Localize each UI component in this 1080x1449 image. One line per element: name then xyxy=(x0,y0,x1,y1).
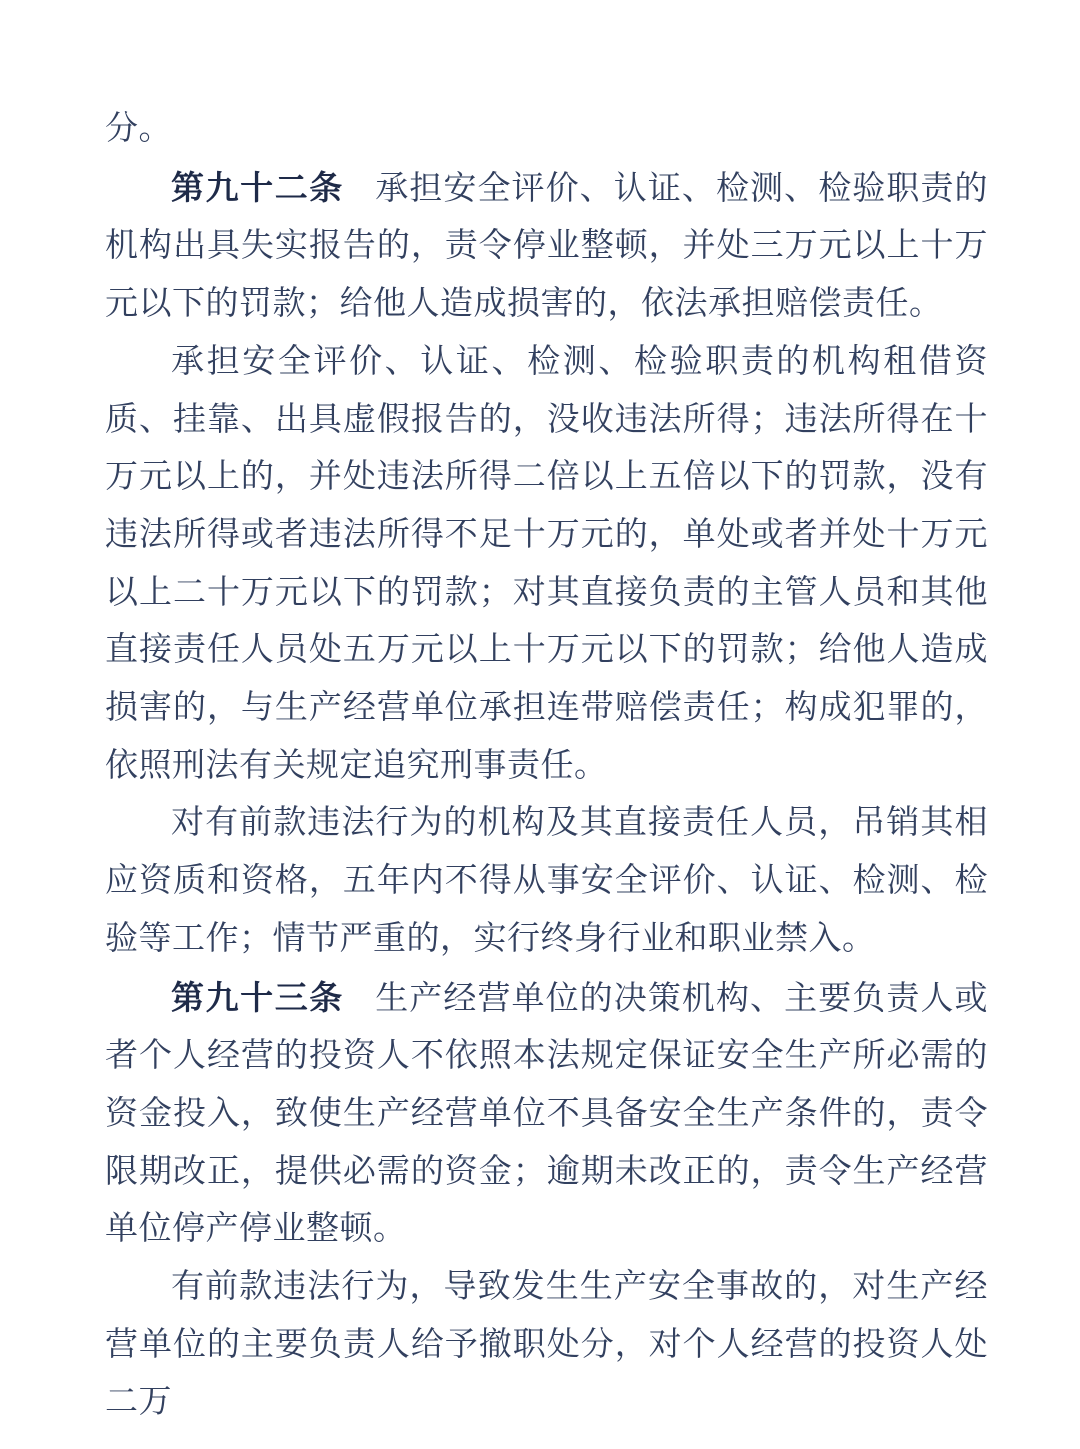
paragraph xyxy=(105,1259,988,1432)
paragraph xyxy=(105,101,988,159)
paragraph-text: 有前款违法行为，导致发生生产安全事故的，对生产经营单位的主要负责人给予撤职处分，对个人经营的投资人处二万 xyxy=(105,1269,988,1421)
paragraph-text: 分。 xyxy=(105,111,172,147)
article-paragraph xyxy=(105,159,988,334)
paragraph-text: 对有前款违法行为的机构及其直接责任人员，吊销其相应资质和资格，五年内不得从事安全评价、认证、检测、检验等工作；情节严重的，实行终身行业和职业禁入。 xyxy=(105,805,988,957)
document-body xyxy=(105,101,988,1432)
paragraph xyxy=(105,334,988,796)
paragraph-text: 生产经营单位的决策机构、主要负责人或者个人经营的投资人不依照本法规定保证安全生产所必需的资金投入，致使生产经营单位不具备安全生产条件的，责令限期改正，提供必需的资金；逾期未改正的，责令生产经营单位停产停业整顿。 xyxy=(105,980,989,1248)
article-number: 第九十二条 xyxy=(171,168,344,206)
paragraph xyxy=(105,795,988,968)
article-number: 第九十三条 xyxy=(171,978,344,1016)
article-paragraph xyxy=(105,969,988,1260)
paragraph-text: 承担安全评价、认证、检测、检验职责的机构出具失实报告的，责令停业整顿，并处三万元以上十万元以下的罚款；给他人造成损害的，依法承担赔偿责任。 xyxy=(105,170,989,323)
paragraph-text: 承担安全评价、认证、检测、检验职责的机构租借资质、挂靠、出具虚假报告的，没收违法所得；违法所得在十万元以上的，并处违法所得二倍以上五倍以下的罚款，没有违法所得或者违法所得不足十万元的，单处或者并处十万元以上二十万元以下的罚款；对其直接负责的主管人员和其他直接责任人员处五万元以上十万元以下的罚款；给他人造成损害的，与生产经营单位承担连带赔偿责任；构成犯罪的，依照刑法有关规定追究刑事责任。 xyxy=(105,343,988,784)
